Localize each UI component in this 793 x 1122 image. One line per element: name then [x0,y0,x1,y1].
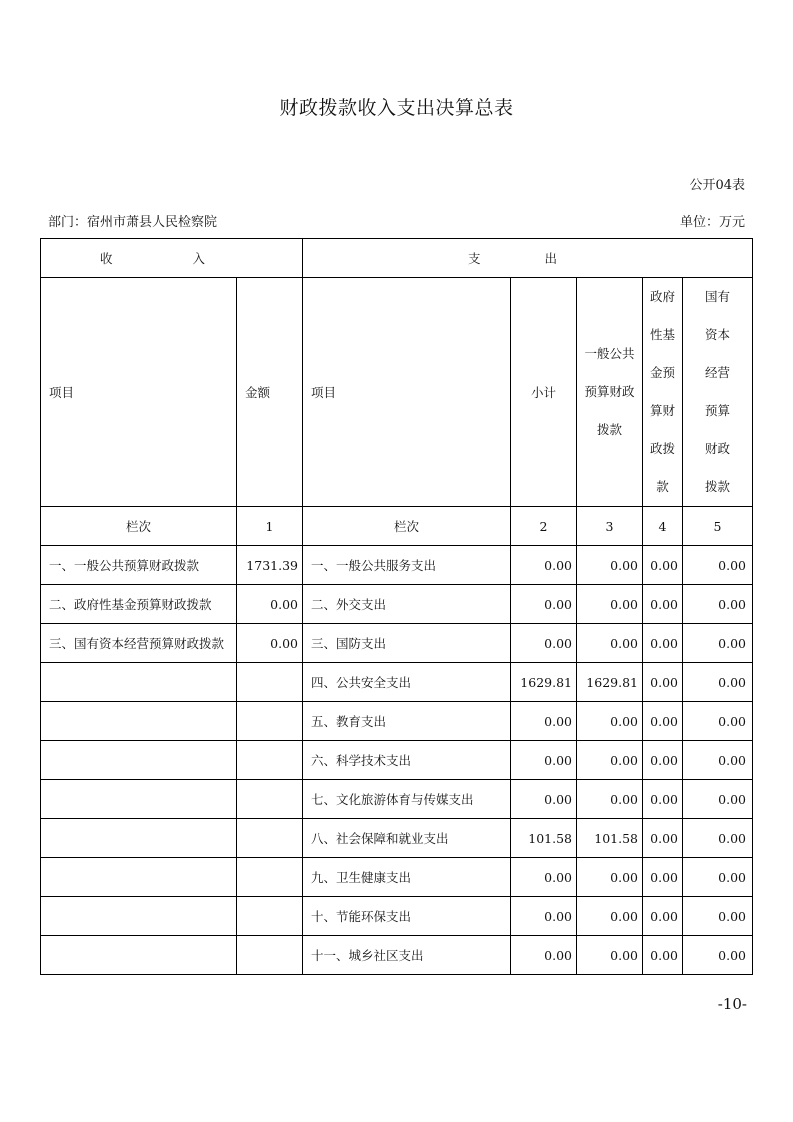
income-amount-cell: 0.00 [237,624,303,663]
expense-item-cell: 十一、城乡社区支出 [303,936,511,975]
table-row [41,663,753,702]
state-capital-cell: 0.00 [683,897,753,936]
expense-item-cell: 六、科学技术支出 [303,741,511,780]
index-label-right: 栏次 [303,507,511,546]
department-label: 部门：宿州市萧县人民检察院 [48,215,218,230]
general-budget-cell: 0.00 [577,741,643,780]
state-capital-cell: 0.00 [683,702,753,741]
fiscal-summary-table [40,238,753,975]
subtotal-cell: 0.00 [511,624,577,663]
subtotal-cell: 0.00 [511,936,577,975]
subtotal-cell: 0.00 [511,780,577,819]
gov-fund-header: 政府 性基 金预 算财 政拨 款 [643,278,683,507]
expense-item-cell: 四、公共安全支出 [303,663,511,702]
income-amount-cell: 1731.39 [237,546,303,585]
expense-item-cell: 八、社会保障和就业支出 [303,819,511,858]
general-budget-cell: 0.00 [577,546,643,585]
subtotal-cell: 101.58 [511,819,577,858]
expense-item-cell: 九、卫生健康支出 [303,858,511,897]
gov-fund-cell: 0.00 [643,741,683,780]
general-budget-cell: 0.00 [577,702,643,741]
income-item-cell [41,858,237,897]
table-row [41,819,753,858]
table-row [41,741,753,780]
income-item-cell [41,936,237,975]
form-number: 公开04表 [689,178,745,193]
table-row [41,546,753,585]
general-budget-cell: 0.00 [577,624,643,663]
general-budget-cell: 1629.81 [577,663,643,702]
general-budget-cell: 0.00 [577,858,643,897]
income-item-cell: 二、政府性基金预算财政拨款 [41,585,237,624]
table-row [41,858,753,897]
page-number: -10- [717,995,747,1013]
expense-item-header: 项目 [303,278,511,507]
income-amount-cell [237,897,303,936]
state-capital-cell: 0.00 [683,936,753,975]
table-row [41,624,753,663]
state-capital-cell: 0.00 [683,663,753,702]
state-capital-cell: 0.00 [683,858,753,897]
income-item-cell [41,741,237,780]
general-budget-cell: 0.00 [577,936,643,975]
gov-fund-cell: 0.00 [643,780,683,819]
state-capital-cell: 0.00 [683,585,753,624]
general-budget-cell: 0.00 [577,585,643,624]
unit-label: 单位：万元 [679,215,745,230]
income-item-cell: 三、国有资本经营预算财政拨款 [41,624,237,663]
subtotal-cell: 1629.81 [511,663,577,702]
expense-item-cell: 一、一般公共服务支出 [303,546,511,585]
table-row [41,897,753,936]
income-item-cell [41,819,237,858]
gov-fund-cell: 0.00 [643,819,683,858]
income-amount-cell [237,702,303,741]
general-budget-cell: 0.00 [577,780,643,819]
gov-fund-cell: 0.00 [643,936,683,975]
state-capital-cell: 0.00 [683,624,753,663]
gov-fund-cell: 0.00 [643,897,683,936]
table-row [41,780,753,819]
income-item-cell [41,897,237,936]
expense-item-cell: 七、文化旅游体育与传媒支出 [303,780,511,819]
subtotal-cell: 0.00 [511,702,577,741]
income-header: 收 入 [41,239,303,278]
subtotal-cell: 0.00 [511,585,577,624]
income-amount-cell [237,741,303,780]
gov-fund-cell: 0.00 [643,546,683,585]
gov-fund-cell: 0.00 [643,663,683,702]
page-title: 财政拨款收入支出决算总表 [279,97,514,119]
subtotal-cell: 0.00 [511,546,577,585]
table-row [41,585,753,624]
expense-item-cell: 五、教育支出 [303,702,511,741]
general-budget-header: 一般公共 预算财政 拨款 [577,278,643,507]
state-capital-cell: 0.00 [683,780,753,819]
gov-fund-cell: 0.00 [643,858,683,897]
subtotal-header: 小计 [511,278,577,507]
income-amount-cell [237,663,303,702]
general-budget-cell: 0.00 [577,897,643,936]
column-header-row [41,278,753,507]
index-1: 1 [237,507,303,546]
income-amount-cell [237,819,303,858]
state-capital-cell: 0.00 [683,819,753,858]
income-amount-header: 金额 [237,278,303,507]
index-3: 3 [577,507,643,546]
subtotal-cell: 0.00 [511,858,577,897]
state-capital-cell: 0.00 [683,741,753,780]
index-label-left: 栏次 [41,507,237,546]
income-item-header: 项目 [41,278,237,507]
index-5: 5 [683,507,753,546]
income-item-cell [41,663,237,702]
gov-fund-cell: 0.00 [643,585,683,624]
index-4: 4 [643,507,683,546]
subtotal-cell: 0.00 [511,741,577,780]
income-item-cell: 一、一般公共预算财政拨款 [41,546,237,585]
expense-item-cell: 三、国防支出 [303,624,511,663]
index-2: 2 [511,507,577,546]
expense-header: 支 出 [303,239,753,278]
section-header-row [41,239,753,278]
expense-item-cell: 二、外交支出 [303,585,511,624]
income-amount-cell [237,780,303,819]
gov-fund-cell: 0.00 [643,624,683,663]
general-budget-cell: 101.58 [577,819,643,858]
index-row [41,507,753,546]
state-capital-header: 国有 资本 经营 预算 财政 拨款 [683,278,753,507]
expense-item-cell: 十、节能环保支出 [303,897,511,936]
income-item-cell [41,780,237,819]
subtotal-cell: 0.00 [511,897,577,936]
state-capital-cell: 0.00 [683,546,753,585]
gov-fund-cell: 0.00 [643,702,683,741]
income-amount-cell: 0.00 [237,585,303,624]
income-amount-cell [237,936,303,975]
income-item-cell [41,702,237,741]
table-row [41,702,753,741]
income-amount-cell [237,858,303,897]
table-row [41,936,753,975]
